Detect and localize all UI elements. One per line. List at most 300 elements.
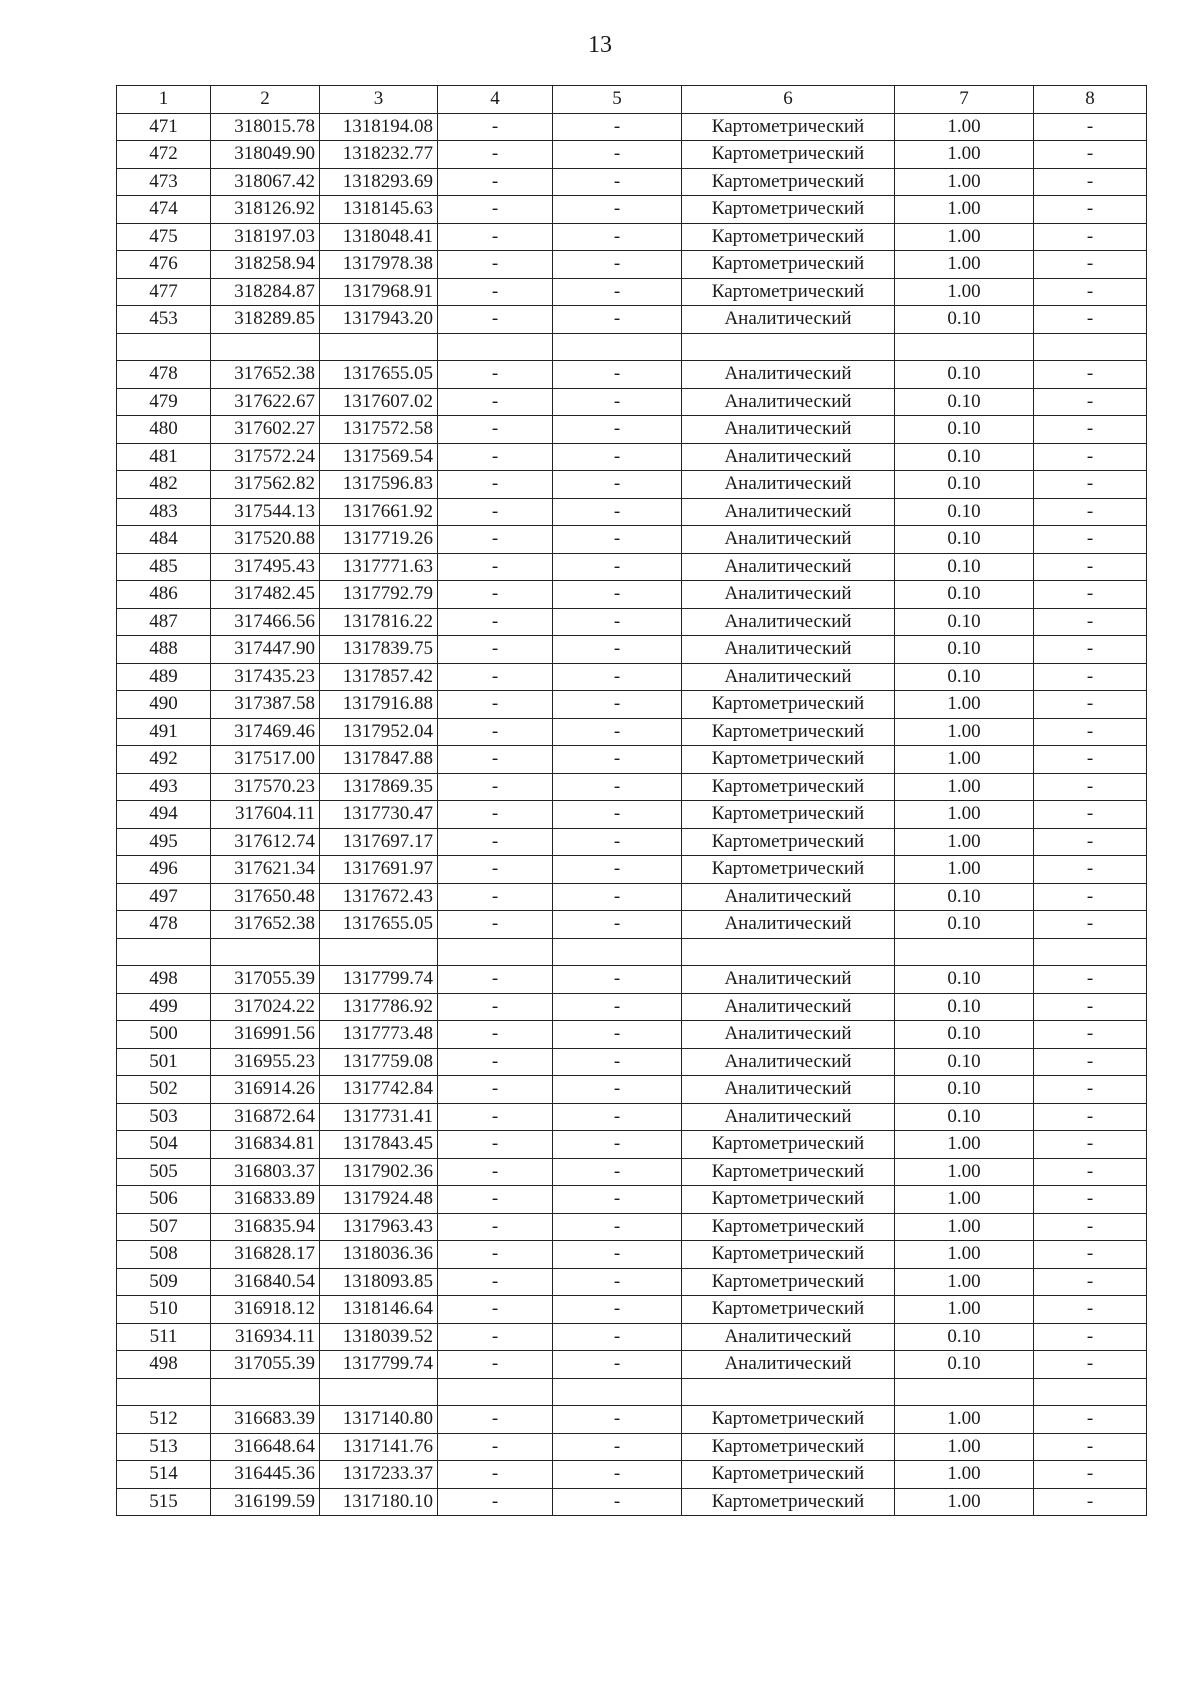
table-cell: -: [553, 1296, 682, 1324]
table-cell: -: [1034, 526, 1147, 554]
table-cell: Картометрический: [682, 1433, 895, 1461]
table-cell: -: [1034, 1268, 1147, 1296]
table-cell: 497: [117, 883, 211, 911]
table-cell: -: [553, 306, 682, 334]
table-cell: 317517.00: [211, 746, 320, 774]
column-header: 3: [320, 86, 438, 114]
table-cell: 316918.12: [211, 1296, 320, 1324]
table-cell: 488: [117, 636, 211, 664]
table-cell: -: [1034, 168, 1147, 196]
table-row: [117, 1461, 1147, 1489]
table-cell: 514: [117, 1461, 211, 1489]
table-cell: 0.10: [895, 1021, 1034, 1049]
table-cell: 1.00: [895, 278, 1034, 306]
table-cell: 317572.24: [211, 443, 320, 471]
table-cell: -: [553, 1186, 682, 1214]
table-row: [117, 691, 1147, 719]
table-cell: 1.00: [895, 1268, 1034, 1296]
table-cell: 508: [117, 1241, 211, 1269]
table-cell: Картометрический: [682, 801, 895, 829]
table-cell: -: [553, 1488, 682, 1516]
table-cell: 0.10: [895, 443, 1034, 471]
table-cell: Аналитический: [682, 883, 895, 911]
table-cell: 1.00: [895, 691, 1034, 719]
table-cell: 316840.54: [211, 1268, 320, 1296]
table-cell: -: [438, 828, 553, 856]
table-cell: Аналитический: [682, 1351, 895, 1379]
table-cell: 317024.22: [211, 993, 320, 1021]
table-cell: 318126.92: [211, 196, 320, 224]
table-cell: -: [438, 883, 553, 911]
table-cell: 1318146.64: [320, 1296, 438, 1324]
table-cell: -: [438, 911, 553, 939]
table-cell: -: [553, 196, 682, 224]
table-cell: 0.10: [895, 306, 1034, 334]
separator-row: [117, 1378, 1147, 1406]
table-cell: 318197.03: [211, 223, 320, 251]
table-cell: 1317771.63: [320, 553, 438, 581]
table-row: [117, 361, 1147, 389]
table-cell: -: [1034, 801, 1147, 829]
table-cell: Картометрический: [682, 1268, 895, 1296]
table-cell: [1034, 1378, 1147, 1406]
table-cell: 482: [117, 471, 211, 499]
table-cell: Картометрический: [682, 141, 895, 169]
table-cell: -: [553, 856, 682, 884]
table-cell: -: [1034, 1186, 1147, 1214]
table-cell: 1.00: [895, 113, 1034, 141]
table-cell: -: [438, 306, 553, 334]
table-row: [117, 196, 1147, 224]
table-cell: -: [1034, 251, 1147, 279]
table-cell: Аналитический: [682, 1021, 895, 1049]
table-cell: -: [1034, 498, 1147, 526]
table-cell: 1317943.20: [320, 306, 438, 334]
table-cell: -: [1034, 608, 1147, 636]
table-cell: -: [553, 553, 682, 581]
column-header: 8: [1034, 86, 1147, 114]
table-cell: -: [438, 416, 553, 444]
table-row: [117, 526, 1147, 554]
table-cell: 476: [117, 251, 211, 279]
table-cell: -: [438, 691, 553, 719]
table-cell: -: [1034, 196, 1147, 224]
table-cell: [117, 333, 211, 361]
table-cell: Аналитический: [682, 1048, 895, 1076]
table-cell: Аналитический: [682, 1076, 895, 1104]
table-cell: -: [553, 361, 682, 389]
table-cell: 507: [117, 1213, 211, 1241]
table-cell: 453: [117, 306, 211, 334]
table-cell: 316955.23: [211, 1048, 320, 1076]
table-cell: 317612.74: [211, 828, 320, 856]
table-cell: [320, 938, 438, 966]
table-cell: Аналитический: [682, 416, 895, 444]
table-cell: 1317792.79: [320, 581, 438, 609]
table-cell: Аналитический: [682, 388, 895, 416]
table-cell: Картометрический: [682, 223, 895, 251]
table-cell: -: [438, 993, 553, 1021]
table-row: [117, 1186, 1147, 1214]
table-cell: 473: [117, 168, 211, 196]
table-cell: Картометрический: [682, 691, 895, 719]
table-row: [117, 443, 1147, 471]
table-cell: -: [553, 691, 682, 719]
table-cell: Аналитический: [682, 361, 895, 389]
table-row: [117, 801, 1147, 829]
table-row: [117, 1021, 1147, 1049]
table-row: [117, 993, 1147, 1021]
table-row: [117, 1296, 1147, 1324]
table-cell: 0.10: [895, 883, 1034, 911]
table-cell: [553, 1378, 682, 1406]
table-cell: 481: [117, 443, 211, 471]
table-cell: 1317697.17: [320, 828, 438, 856]
table-cell: -: [553, 828, 682, 856]
table-cell: 316872.64: [211, 1103, 320, 1131]
table-cell: 1.00: [895, 718, 1034, 746]
table-row: [117, 966, 1147, 994]
table-cell: 1317799.74: [320, 1351, 438, 1379]
table-row: [117, 1213, 1147, 1241]
table-cell: Картометрический: [682, 718, 895, 746]
table-cell: 0.10: [895, 1323, 1034, 1351]
table-cell: Картометрический: [682, 1186, 895, 1214]
table-cell: Картометрический: [682, 746, 895, 774]
table-row: [117, 1268, 1147, 1296]
table-cell: -: [438, 1048, 553, 1076]
table-cell: -: [553, 1461, 682, 1489]
table-cell: 1317963.43: [320, 1213, 438, 1241]
table-row: [117, 856, 1147, 884]
table-cell: -: [553, 801, 682, 829]
table-cell: -: [553, 223, 682, 251]
table-cell: -: [438, 966, 553, 994]
table-cell: -: [1034, 746, 1147, 774]
table-cell: -: [1034, 1158, 1147, 1186]
table-cell: 506: [117, 1186, 211, 1214]
table-cell: -: [438, 1131, 553, 1159]
table-cell: -: [553, 1048, 682, 1076]
table-cell: 1317759.08: [320, 1048, 438, 1076]
table-cell: -: [438, 1213, 553, 1241]
table-row: [117, 911, 1147, 939]
table-cell: -: [553, 1433, 682, 1461]
table-cell: 1318039.52: [320, 1323, 438, 1351]
table-cell: 1318145.63: [320, 196, 438, 224]
table-cell: -: [1034, 388, 1147, 416]
table-row: [117, 168, 1147, 196]
table-cell: -: [438, 856, 553, 884]
table-cell: 316445.36: [211, 1461, 320, 1489]
table-cell: -: [438, 1076, 553, 1104]
table-cell: Картометрический: [682, 1213, 895, 1241]
table-cell: -: [553, 251, 682, 279]
table-cell: -: [553, 1021, 682, 1049]
table-cell: [211, 333, 320, 361]
table-cell: 480: [117, 416, 211, 444]
table-cell: -: [1034, 1323, 1147, 1351]
table-cell: 0.10: [895, 608, 1034, 636]
table-cell: 478: [117, 361, 211, 389]
table-cell: Картометрический: [682, 113, 895, 141]
table-cell: 0.10: [895, 416, 1034, 444]
column-header: 7: [895, 86, 1034, 114]
table-cell: -: [1034, 773, 1147, 801]
table-cell: [682, 1378, 895, 1406]
table-cell: [895, 1378, 1034, 1406]
table-cell: 0.10: [895, 361, 1034, 389]
table-cell: -: [553, 416, 682, 444]
table-cell: [211, 1378, 320, 1406]
table-cell: 318049.90: [211, 141, 320, 169]
table-cell: [211, 938, 320, 966]
table-cell: 1317719.26: [320, 526, 438, 554]
table-cell: 512: [117, 1406, 211, 1434]
table-cell: -: [1034, 1433, 1147, 1461]
table-cell: -: [1034, 416, 1147, 444]
table-cell: 502: [117, 1076, 211, 1104]
table-cell: -: [438, 113, 553, 141]
table-cell: 318258.94: [211, 251, 320, 279]
table-cell: 317469.46: [211, 718, 320, 746]
table-cell: 1317843.45: [320, 1131, 438, 1159]
table-cell: -: [553, 113, 682, 141]
table-row: [117, 608, 1147, 636]
table-cell: -: [1034, 691, 1147, 719]
table-cell: -: [438, 1406, 553, 1434]
table-cell: -: [438, 663, 553, 691]
table-cell: -: [553, 443, 682, 471]
table-cell: Аналитический: [682, 498, 895, 526]
table-cell: Картометрический: [682, 1158, 895, 1186]
table-cell: 1317847.88: [320, 746, 438, 774]
table-cell: Аналитический: [682, 1323, 895, 1351]
table-cell: 0.10: [895, 966, 1034, 994]
table-row: [117, 498, 1147, 526]
table-cell: -: [438, 1461, 553, 1489]
table-cell: 501: [117, 1048, 211, 1076]
table-row: [117, 1351, 1147, 1379]
table-cell: 1318093.85: [320, 1268, 438, 1296]
table-cell: 316828.17: [211, 1241, 320, 1269]
table-cell: -: [553, 1213, 682, 1241]
coordinates-table: [116, 85, 1147, 1516]
table-cell: 484: [117, 526, 211, 554]
table-cell: Аналитический: [682, 443, 895, 471]
table-cell: 1317569.54: [320, 443, 438, 471]
table-cell: 0.10: [895, 1048, 1034, 1076]
table-cell: -: [438, 1268, 553, 1296]
table-row: [117, 581, 1147, 609]
table-cell: 498: [117, 1351, 211, 1379]
table-cell: 1317661.92: [320, 498, 438, 526]
table-cell: -: [1034, 1351, 1147, 1379]
table-cell: -: [1034, 1103, 1147, 1131]
table-cell: 1.00: [895, 1186, 1034, 1214]
table-row: [117, 223, 1147, 251]
table-row: [117, 1158, 1147, 1186]
table-cell: 317604.11: [211, 801, 320, 829]
table-cell: 1317952.04: [320, 718, 438, 746]
table-cell: 1.00: [895, 141, 1034, 169]
table-cell: 1317786.92: [320, 993, 438, 1021]
table-row: [117, 1241, 1147, 1269]
table-cell: 317621.34: [211, 856, 320, 884]
table-cell: -: [438, 608, 553, 636]
table-cell: -: [438, 636, 553, 664]
table-cell: -: [553, 1158, 682, 1186]
table-cell: -: [1034, 828, 1147, 856]
table-cell: Картометрический: [682, 1406, 895, 1434]
table-cell: 318015.78: [211, 113, 320, 141]
table-row: [117, 663, 1147, 691]
table-cell: 1318293.69: [320, 168, 438, 196]
table-cell: 317602.27: [211, 416, 320, 444]
table-cell: 479: [117, 388, 211, 416]
table-cell: [1034, 333, 1147, 361]
table-cell: -: [1034, 1213, 1147, 1241]
table-cell: [895, 333, 1034, 361]
table-cell: -: [553, 993, 682, 1021]
table-cell: -: [1034, 966, 1147, 994]
table-cell: -: [1034, 581, 1147, 609]
table-cell: 1317730.47: [320, 801, 438, 829]
table-cell: 317447.90: [211, 636, 320, 664]
table-row: [117, 251, 1147, 279]
table-cell: 487: [117, 608, 211, 636]
table-cell: 317652.38: [211, 361, 320, 389]
table-row: [117, 306, 1147, 334]
table-cell: -: [553, 278, 682, 306]
table-cell: [682, 938, 895, 966]
table-cell: 1317607.02: [320, 388, 438, 416]
table-row: [117, 471, 1147, 499]
table-row: [117, 416, 1147, 444]
table-cell: 316648.64: [211, 1433, 320, 1461]
table-cell: -: [1034, 856, 1147, 884]
table-cell: 1317916.88: [320, 691, 438, 719]
table-cell: -: [553, 773, 682, 801]
table-cell: -: [553, 498, 682, 526]
table-cell: 1317572.58: [320, 416, 438, 444]
table-cell: -: [1034, 1461, 1147, 1489]
table-cell: 490: [117, 691, 211, 719]
table-cell: -: [553, 718, 682, 746]
table-row: [117, 773, 1147, 801]
separator-row: [117, 938, 1147, 966]
table-row: [117, 1103, 1147, 1131]
table-cell: 0.10: [895, 636, 1034, 664]
table-cell: 316199.59: [211, 1488, 320, 1516]
table-cell: -: [438, 251, 553, 279]
table-cell: 1.00: [895, 1406, 1034, 1434]
column-header: 5: [553, 86, 682, 114]
table-cell: -: [553, 1323, 682, 1351]
table-cell: 1317233.37: [320, 1461, 438, 1489]
table-cell: -: [438, 471, 553, 499]
table-cell: 505: [117, 1158, 211, 1186]
table-cell: -: [1034, 306, 1147, 334]
table-cell: -: [553, 966, 682, 994]
table-cell: 1317655.05: [320, 361, 438, 389]
table-cell: 1317902.36: [320, 1158, 438, 1186]
table-cell: 0.10: [895, 911, 1034, 939]
table-cell: -: [553, 1103, 682, 1131]
table-cell: -: [438, 498, 553, 526]
table-cell: -: [1034, 636, 1147, 664]
table-cell: 1.00: [895, 1158, 1034, 1186]
table-cell: 318284.87: [211, 278, 320, 306]
table-cell: -: [553, 168, 682, 196]
table-cell: 1317857.42: [320, 663, 438, 691]
table-cell: Картометрический: [682, 1241, 895, 1269]
table-cell: 0.10: [895, 388, 1034, 416]
table-cell: -: [1034, 278, 1147, 306]
table-cell: -: [1034, 553, 1147, 581]
table-row: [117, 718, 1147, 746]
table-cell: Аналитический: [682, 306, 895, 334]
table-cell: 317570.23: [211, 773, 320, 801]
table-cell: 486: [117, 581, 211, 609]
table-cell: 1.00: [895, 1488, 1034, 1516]
table-cell: Картометрический: [682, 1461, 895, 1489]
table-cell: [682, 333, 895, 361]
table-cell: Картометрический: [682, 773, 895, 801]
table-cell: 317387.58: [211, 691, 320, 719]
table-cell: 1317691.97: [320, 856, 438, 884]
table-cell: -: [553, 1268, 682, 1296]
table-cell: -: [553, 581, 682, 609]
table-cell: 477: [117, 278, 211, 306]
table-cell: 0.10: [895, 553, 1034, 581]
table-cell: 0.10: [895, 1351, 1034, 1379]
table-cell: -: [438, 1351, 553, 1379]
table-cell: 1317731.41: [320, 1103, 438, 1131]
table-cell: -: [553, 911, 682, 939]
column-header: 6: [682, 86, 895, 114]
table-cell: 316834.81: [211, 1131, 320, 1159]
table-row: [117, 1048, 1147, 1076]
table-cell: -: [1034, 1131, 1147, 1159]
table-cell: -: [553, 1406, 682, 1434]
table-cell: -: [1034, 1048, 1147, 1076]
table-row: [117, 553, 1147, 581]
table-cell: 1317180.10: [320, 1488, 438, 1516]
table-cell: 1.00: [895, 1213, 1034, 1241]
table-cell: 471: [117, 113, 211, 141]
table-cell: 316833.89: [211, 1186, 320, 1214]
table-cell: -: [553, 746, 682, 774]
table-cell: 1318194.08: [320, 113, 438, 141]
table-cell: 318289.85: [211, 306, 320, 334]
table-cell: 1.00: [895, 251, 1034, 279]
table-cell: 316683.39: [211, 1406, 320, 1434]
table-row: [117, 746, 1147, 774]
table-row: [117, 113, 1147, 141]
table-cell: 504: [117, 1131, 211, 1159]
table-cell: 1318232.77: [320, 141, 438, 169]
table-cell: 1317924.48: [320, 1186, 438, 1214]
table-cell: 1.00: [895, 828, 1034, 856]
table-cell: 1.00: [895, 773, 1034, 801]
table-cell: Аналитический: [682, 663, 895, 691]
table-cell: 474: [117, 196, 211, 224]
table-cell: 1317655.05: [320, 911, 438, 939]
table-cell: 316914.26: [211, 1076, 320, 1104]
table-cell: -: [1034, 1241, 1147, 1269]
table-cell: 1.00: [895, 801, 1034, 829]
